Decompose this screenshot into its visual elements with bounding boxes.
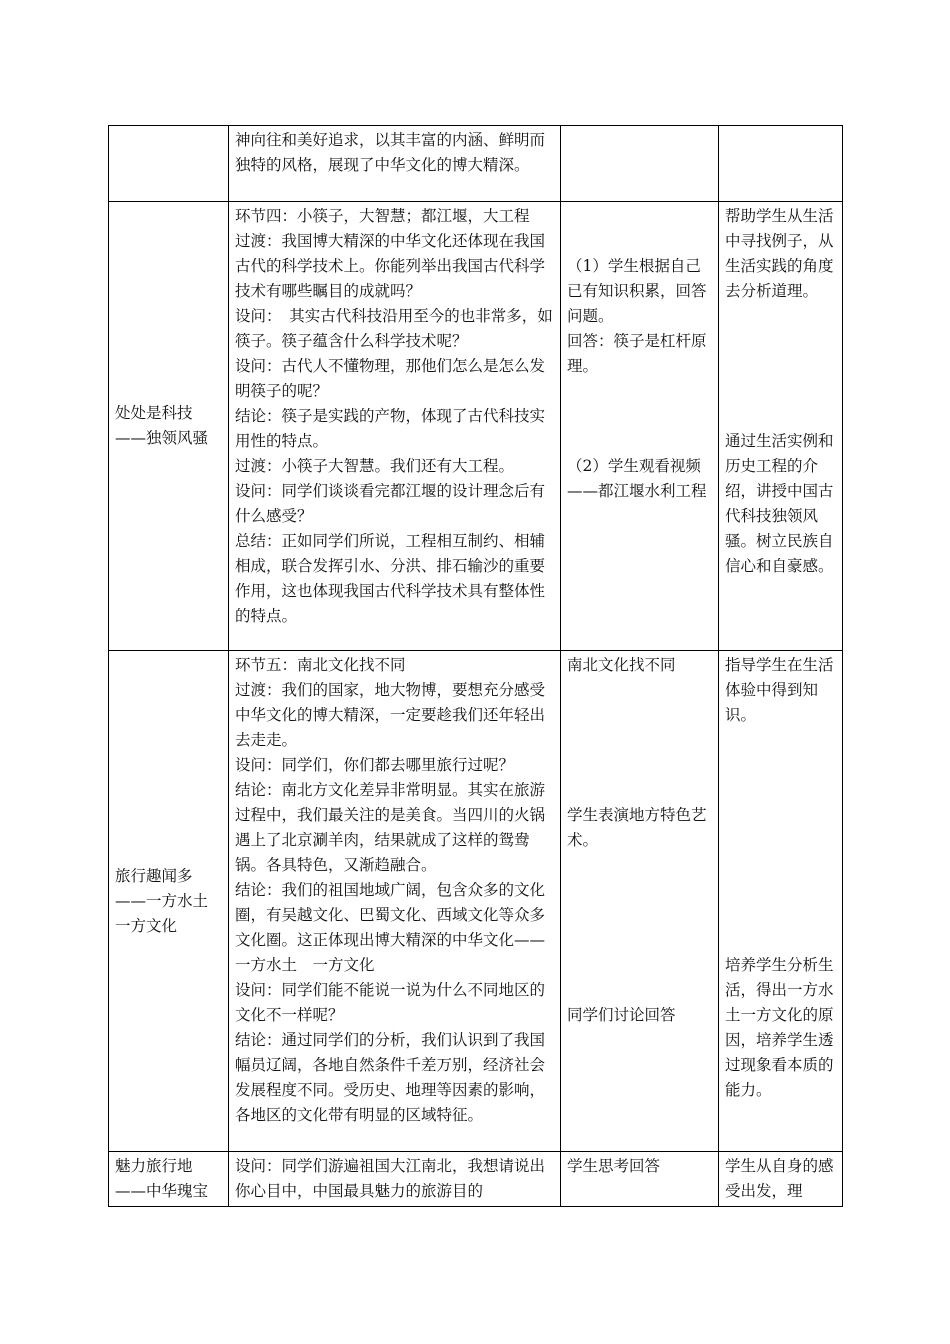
process-cell <box>229 126 561 202</box>
student-text: 学生思考回答 <box>567 1157 661 1175</box>
process-cell <box>229 1152 561 1207</box>
student-cell <box>561 1152 719 1207</box>
topic-text: 旅行趣闻多——一方水土一方文化 <box>115 866 209 935</box>
intent-cell <box>719 126 843 202</box>
intent-cell <box>719 1152 843 1207</box>
topic-text: 魅力旅行地——中华瑰宝 <box>115 1157 209 1200</box>
student-cell <box>561 126 719 202</box>
process-text: 设问：同学们，你们都去哪里旅行过呢？ <box>235 756 515 774</box>
process-text: 环节四：小筷子，大智慧；都江堰，大工程 <box>235 207 530 225</box>
topic-cell <box>109 1152 229 1207</box>
student-cell <box>561 651 719 1152</box>
lesson-plan-table <box>108 125 843 1207</box>
process-text: 总结：正如同学们所说，工程相互制约、相辅相成，联合发挥引水、分洪、排石输沙的重要作用，这也体现我国古代科学技术具有整体性的特点。 <box>235 532 546 625</box>
process-text: 环节五：南北文化找不同 <box>235 656 406 674</box>
intent-text: 帮助学生从生活中寻找例子，从生活实践的角度去分析道理。 <box>725 207 834 300</box>
process-text: 设问： 其实古代科技沿用至今的也非常多，如筷子。筷子蕴含什么科学技术呢？ <box>235 307 553 350</box>
process-text: 设问：同学们游遍祖国大江南北，我想请说出你心目中，中国最具魅力的旅游目的 <box>235 1157 546 1200</box>
table-row <box>109 126 843 202</box>
table-row <box>109 651 843 1152</box>
intent-cell <box>719 202 843 651</box>
topic-cell <box>109 202 229 651</box>
student-text: 同学们讨论回答 <box>567 1006 676 1024</box>
intent-cell <box>719 651 843 1152</box>
process-text: 结论：我们的祖国地域广阔，包含众多的文化圈，有吴越文化、巴蜀文化、西域文化等众多文化圈。这正体现出博大精深的中华文化——一方水土 一方文化 <box>235 881 546 974</box>
process-text: 结论：南北方文化差异非常明显。其实在旅游过程中，我们最关注的是美食。当四川的火锅遇上了北京涮羊肉，结果就成了这样的鸳鸯锅。各具特色，又渐趋融合。 <box>235 781 546 874</box>
table-row <box>109 1152 843 1207</box>
table-row <box>109 202 843 651</box>
process-text: 过渡：我们的国家，地大物博，要想充分感受中华文化的博大精深，一定要趁我们还年轻出去走走。 <box>235 681 546 749</box>
process-text: 结论：筷子是实践的产物，体现了古代科技实用性的特点。 <box>235 407 546 450</box>
process-text: 设问：同学们谈谈看完都江堰的设计理念后有什么感受？ <box>235 482 546 525</box>
student-text: 南北文化找不同 <box>567 656 676 674</box>
intent-text: 指导学生在生活体验中得到知识。 <box>725 656 834 724</box>
student-text: （2）学生观看视频——都江堰水利工程 <box>567 457 707 500</box>
topic-cell <box>109 126 229 202</box>
intent-text: 培养学生分析生活，得出一方水土一方文化的原因，培养学生透过现象看本质的能力。 <box>725 956 834 1099</box>
topic-cell <box>109 651 229 1152</box>
student-text: 回答：筷子是杠杆原理。 <box>567 332 707 375</box>
process-text: 设问：古代人不懂物理，那他们怎么是怎么发明筷子的呢？ <box>235 357 546 400</box>
topic-text: 处处是科技——独领风骚 <box>115 404 209 447</box>
process-cell <box>229 651 561 1152</box>
process-cell <box>229 202 561 651</box>
student-cell <box>561 202 719 651</box>
process-text: 过渡：我国博大精深的中华文化还体现在我国古代的科学技术上。你能列举出我国古代科学技术有哪些瞩目的成就吗？ <box>235 232 546 300</box>
process-text: 神向往和美好追求，以其丰富的内涵、鲜明而独特的风格，展现了中华文化的博大精深。 <box>235 131 546 174</box>
process-text: 结论：通过同学们的分析，我们认识到了我国幅员辽阔，各地自然条件千差万别，经济社会发展程度不同。受历史、地理等因素的影响，各地区的文化带有明显的区域特征。 <box>235 1031 546 1124</box>
student-text: （1）学生根据自己已有知识积累，回答问题。 <box>567 257 707 325</box>
intent-text: 通过生活实例和历史工程的介绍，讲授中国古代科技独领风骚。树立民族自信心和自豪感。 <box>725 432 834 575</box>
process-text: 过渡：小筷子大智慧。我们还有大工程。 <box>235 457 515 475</box>
student-text: 学生表演地方特色艺术。 <box>567 806 707 849</box>
intent-text: 学生从自身的感受出发，理 <box>725 1157 834 1200</box>
process-text: 设问：同学们能不能说一说为什么不同地区的文化不一样呢？ <box>235 981 546 1024</box>
